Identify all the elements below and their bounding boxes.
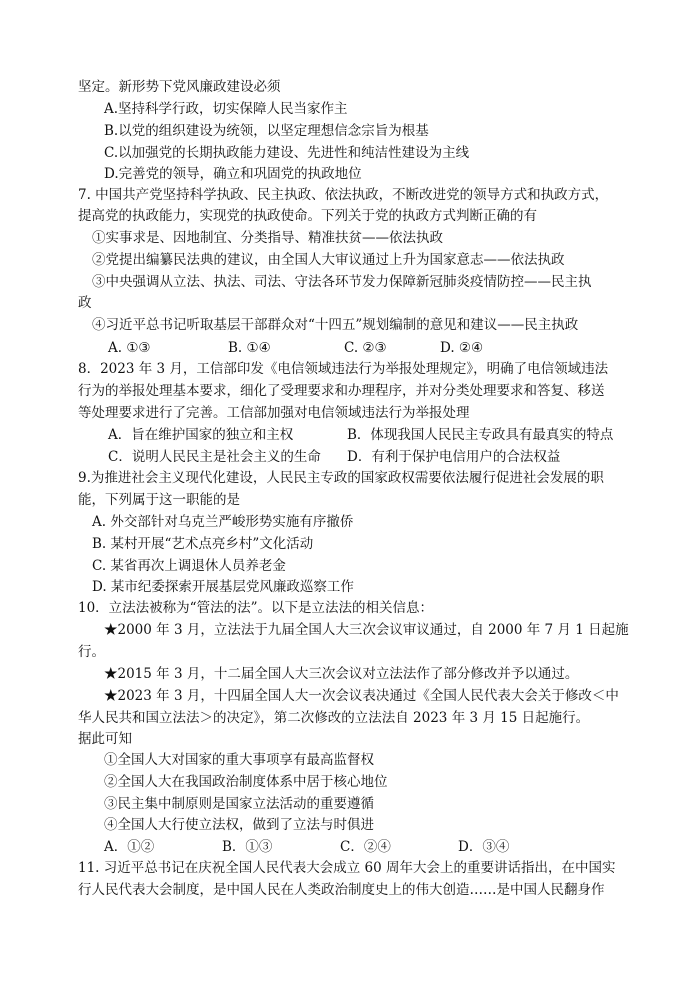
q6-option-b: B.以党的组织建设为统领，以坚定理想信念宗旨为根基 (104, 123, 429, 139)
q10-choice-a: A．①② (104, 839, 155, 855)
q8-stem-line2: 行为的举报处理基本要求，细化了受理要求和办理程序，并对分类处理要求和答复、移送 (78, 383, 605, 399)
q6-option-a: A.坚持科学行政，切实保障人民当家作主 (104, 101, 348, 117)
q11-stem-line1: 11. 习近平总书记在庆祝全国人民代表大会成立 60 周年大会上的重要讲话指出，在中国实 (78, 860, 616, 876)
q8-choice-c: C．说明人民民主是社会主义的生命 (108, 449, 321, 465)
q8-choice-d: D．有利于保护电信用户的合法权益 (347, 449, 561, 465)
q8-stem-line1: 8．2023 年 3 月，工信部印发《电信领域违法行为举报处理规定》，明确了电信领域违法 (78, 361, 609, 377)
q7-choice-a: A. ①③ (108, 340, 151, 356)
q9-choice-b: B. 某村开展“艺术点亮乡村”文化活动 (92, 536, 314, 552)
q10-lead: 据此可知 (78, 731, 132, 747)
q7-item-2: ②党提出编纂民法典的建议，由全国人大审议通过上升为国家意志——依法执政 (92, 252, 565, 268)
q10-fact-2023-line1: ★2023 年 3 月，十四届全国人大一次会议表决通过《全国人民代表大会关于修改＜中 (104, 688, 619, 704)
q8-choice-b: B．体现我国人民民主专政具有最真实的特点 (347, 427, 614, 443)
q10-item-1: ①全国人大对国家的重大事项享有最高监督权 (104, 752, 374, 768)
q10-fact-2015: ★2015 年 3 月，十二届全国人大三次会议对立法法作了部分修改并予以通过。 (104, 666, 579, 682)
q9-stem-line2: 能，下列属于这一职能的是 (78, 492, 240, 508)
q10-fact-2000-line2: 行。 (78, 644, 105, 660)
q8-stem-line3: 等处理要求进行了完善。工信部加强对电信领域违法行为举报处理 (78, 405, 470, 421)
q7-choice-c: C. ②③ (344, 340, 387, 356)
q8-choice-a: A．旨在维护国家的独立和主权 (108, 427, 294, 443)
q10-item-4: ④全国人大行使立法权，做到了立法与时俱进 (104, 817, 374, 833)
q7-choice-d: D. ②④ (440, 340, 484, 356)
q9-choice-c: C. 某省再次上调退休人员养老金 (92, 558, 286, 574)
q9-choice-a: A. 外交部针对乌克兰严峻形势实施有序撤侨 (92, 514, 354, 530)
q9-choice-d: D. 某市纪委探索开展基层党风廉政巡察工作 (92, 579, 354, 595)
q7-item-3-wrap: 政 (78, 295, 92, 311)
q7-stem-line1: 7. 中国共产党坚持科学执政、民主执政、依法执政，不断改进党的领导方式和执政方式， (78, 187, 609, 203)
q7-item-4: ④习近平总书记听取基层干部群众对“十四五”规划编制的意见和建议——民主执政 (92, 317, 579, 333)
q6-stem-tail: 坚定。新形势下党风廉政建设必须 (78, 79, 281, 95)
q10-item-3: ③民主集中制原则是国家立法活动的重要遵循 (104, 796, 374, 812)
q10-stem: 10．立法法被称为“管法的法”。以下是立法法的相关信息： (78, 600, 433, 616)
q10-fact-2023-line2: 华人民共和国立法法＞的决定》，第二次修改的立法法自 2023 年 3 月 15 日起施行。 (78, 710, 590, 726)
q6-option-d: D.完善党的领导，确立和巩固党的执政地位 (104, 166, 362, 182)
q7-stem-line2: 提高党的执政能力，实现党的执政使命。下列关于党的执政方式判断正确的有 (78, 208, 537, 224)
q6-option-c: C.以加强党的长期执政能力建设、先进性和纯洁性建设为主线 (104, 145, 470, 161)
q9-stem-line1: 9.为推进社会主义现代化建设，人民民主专政的国家政权需要依法履行促进社会发展的职 (78, 470, 604, 486)
q10-item-2: ②全国人大在我国政治制度体系中居于核心地位 (104, 774, 388, 790)
q10-fact-2000-line1: ★2000 年 3 月，立法法于九届全国人大三次会议审议通过，自 2000 年 7 月 1 日起施 (104, 622, 629, 638)
q7-choice-b: B. ①④ (228, 340, 271, 356)
q10-choice-b: B．①③ (222, 839, 273, 855)
q10-choice-d: D．③④ (458, 839, 510, 855)
q11-stem-line2: 行人民代表大会制度，是中国人民在人类政治制度史上的伟大创造……是中国人民翻身作 (78, 882, 605, 898)
q7-item-1: ①实事求是、因地制宜、分类指导、精准扶贫——依法执政 (92, 230, 443, 246)
q10-choice-c: C．②④ (340, 839, 391, 855)
q7-item-3: ③中央强调从立法、执法、司法、守法各环节发力保障新冠肺炎疫情防控——民主执 (92, 274, 592, 290)
